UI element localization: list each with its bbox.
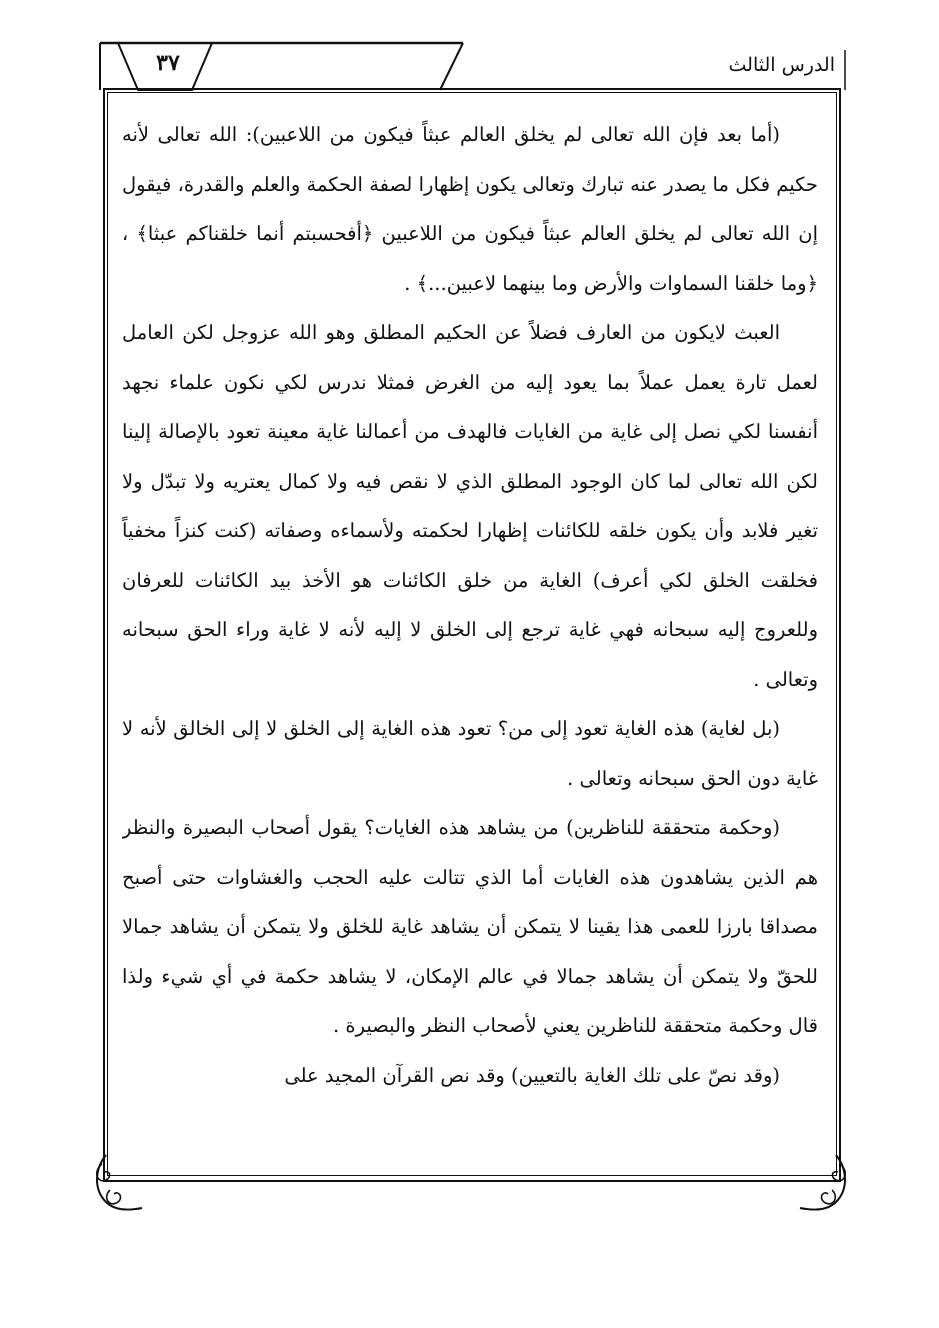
page-number: ٣٧ [156,50,180,76]
page-body [122,110,818,1172]
paragraph-3: (بل لغاية) هذه الغاية تعود إلى من؟ تعود هذه الغاية إلى الخلق لا إلى الخالق لأنه لا غاية دون الحق سبحانه وتعالى . [122,717,818,790]
chapter-title: الدرس الثالث [728,54,835,76]
paragraph-1: (أما بعد فإن الله تعالى لم يخلق العالم عبثاً فيكون من اللاعبين): الله تعالى لأنه حكيم فكل ما يصدر عنه تبارك وتعالى يكون إظهارا لصفة الحكمة والعلم والقدرة، فيقول إن الله تعالى لم يخلق العالم عبثاً فيكون من اللاعبين ﴿أفحسبتم أنما خلقناكم عبثا﴾ ، ﴿وما خلقنا السماوات والأرض وما بينهما لاعبين...﴾ . [122,123,818,295]
paragraph-4: (وحكمة متحققة للناظرين) من يشاهد هذه الغايات؟ يقول أصحاب البصيرة والنظر هم الذين يشاهدون هذه الغايات أما الذي تتالت عليه الحجب والغشاوات حتى أصبح مصداقا بارزا للعمى هذا يقينا لا يتمكن أن يشاهد غاية للخلق ولا يتمكن أن يشاهد جمالا للحقّ ولا يتمكن أن يشاهد جمالا في عالم الإمكان، لا يشاهد حكمة في أي شيء ولذا قال وحكمة متحققة للناظرين يعني لأصحاب النظر والبصيرة . [122,816,818,1037]
paragraph-5: (وقد نصّ على تلك الغاية بالتعيين) وقد نص القرآن المجيد على [284,1063,780,1087]
paragraph-2: العبث لايكون من العارف فضلاً عن الحكيم المطلق وهو الله عزوجل لكن العامل لعمل تارة يعمل عملاً بما يعود إليه من الغرض فمثلا ندرس لكي نكون علماء نجهد أنفسنا لكي نصل إلى غاية من الغايات فالهدف من أعمالنا غاية معينة تعود بالإصالة إلينا لكن الله تعالى لما كان الوجود المطلق الذي لا نقص فيه ولا كمال يعتريه ولا تبدّل ولا تغير فلابد وأن يكون خلقه للكائنات إظهارا لحكمته ولأسماءه وصفاته (كنت كنزاً مخفياً فخلقت الخلق لكي أعرف) الغاية من خلق الكائنات هو الأخذ بيد الكائنات للعرفان وللعروج إليه سبحانه فهي غاية ترجع إلى الخلق لا إليه لأنه لا غاية وراء الحق سبحانه وتعالى . [122,321,818,691]
